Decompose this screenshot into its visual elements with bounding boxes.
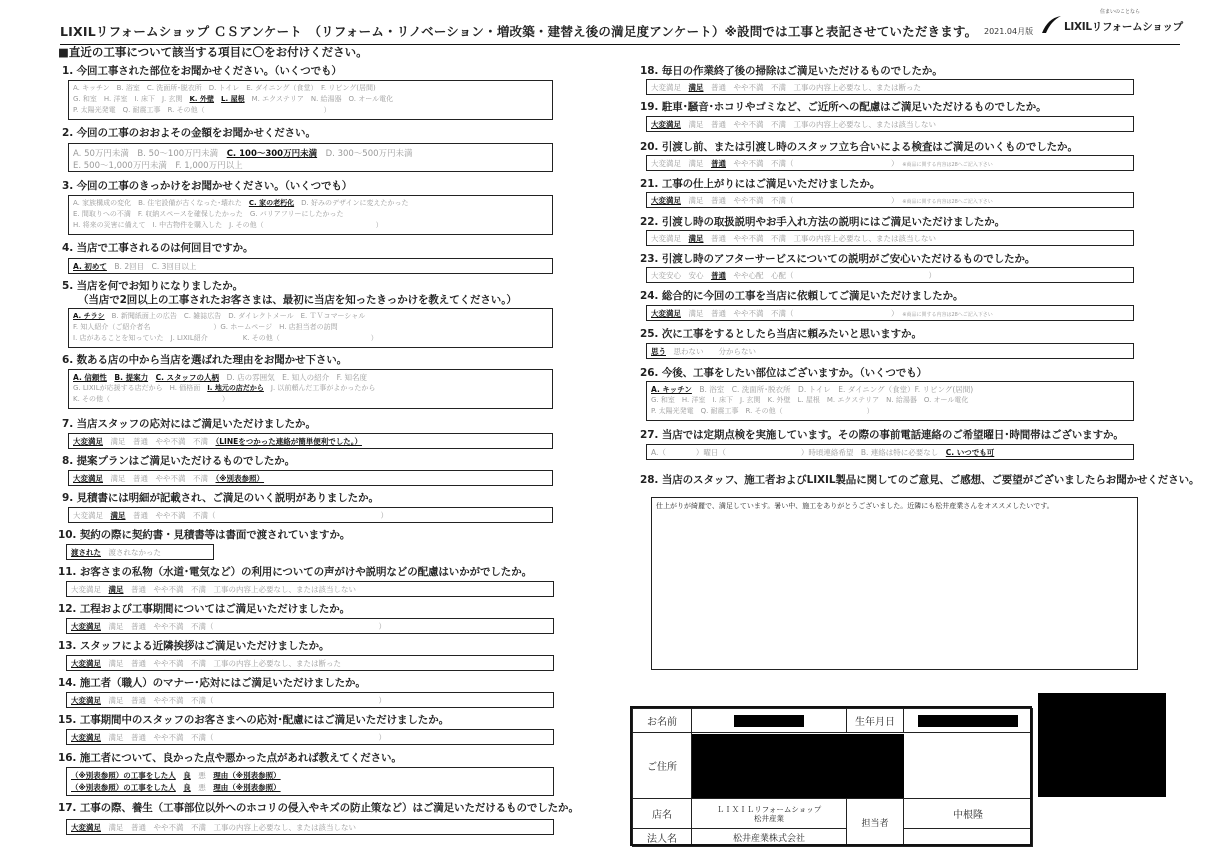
answer-box[interactable] <box>646 230 1134 246</box>
question-8 <box>62 453 562 489</box>
question-title: 6. 数ある店の中から当店を選ばれた理由をお聞かせ下さい。 <box>62 354 348 366</box>
option-text: 大変満足 満足 <box>651 159 704 168</box>
answer-box[interactable] <box>646 444 1134 460</box>
answer-box[interactable] <box>68 369 553 409</box>
name-label: お名前 <box>633 709 692 733</box>
birth-label: 生年月日 <box>847 709 904 733</box>
option-line <box>651 233 936 244</box>
name-value[interactable] <box>692 709 847 733</box>
option-line: E. 間取りへの不満 F. 収納スペースを確保したかった G. バリアフリーにしたかった <box>73 210 344 218</box>
option-line <box>71 770 281 781</box>
staff-value: 中根隆 <box>904 799 1033 829</box>
address-label: ご住所 <box>633 733 692 799</box>
selected-option: 渡された <box>71 548 101 557</box>
selected-option: B. 提案力 <box>114 373 149 382</box>
answer-box[interactable] <box>646 343 1134 359</box>
option-line <box>71 658 341 669</box>
question-23 <box>640 251 1140 287</box>
question-title: 21. 工事の仕上がりにはご満足いただけましたか。 <box>640 178 881 190</box>
answer-box[interactable] <box>68 80 553 120</box>
shop-label: 店名 <box>633 799 692 829</box>
option-line: P. 太陽光発電 Q. 耐震工事 R. その他（ ） <box>651 407 874 415</box>
answer-box[interactable] <box>68 143 553 172</box>
answer-box[interactable] <box>646 192 1134 208</box>
address-value[interactable] <box>692 733 1033 799</box>
option-text: 満足 普通 やや不満 不満（ ） <box>108 622 386 631</box>
answer-box[interactable] <box>646 116 1134 132</box>
question-title: 13. スタッフによる近隣挨拶はご満足いただけましたか。 <box>58 640 330 652</box>
selected-option: 思う <box>651 347 666 356</box>
answer-box[interactable] <box>66 819 554 835</box>
answer-note: ※商品に関する内容は28へご記入下さい <box>902 199 993 205</box>
version-label: 2021.04月版 <box>984 27 1034 36</box>
option-text: 満足 普通 やや不満 不満（ ） <box>688 196 895 205</box>
option-text: 思わない 分からない <box>673 347 756 356</box>
question-title: 1. 今回工事された部位をお聞かせください。（いくつでも） <box>62 65 342 77</box>
option-text: J. 以前頼んだ工事がよかったから <box>270 384 376 392</box>
question-18 <box>640 63 1140 99</box>
corp-label: 法人名 <box>633 829 692 847</box>
option-text: G. LIXILが応援する店だから H. 価格面 <box>73 384 201 392</box>
question-12 <box>58 601 568 637</box>
question-15 <box>58 712 568 748</box>
option-text: 大変安心 安心 <box>651 271 704 280</box>
option-text: やや心配 心配（ ） <box>733 271 936 280</box>
answer-box[interactable] <box>66 618 554 634</box>
selected-option: 満足 <box>108 585 124 594</box>
option-text: 普通 やや不満 不満（ ） <box>133 511 388 520</box>
option-line: E. 500～1,000万円未満 F. 1,000万円以上 <box>73 161 243 171</box>
question-17 <box>58 800 628 838</box>
section-title: ■直近の工事について該当する項目に〇をお付けください。 <box>58 45 368 59</box>
selected-option: 大変満足 <box>71 622 101 631</box>
question-title: 17. 工事の際、養生（工事部位以外へのホコリの侵入やキズの防止策など）はご満足いただけるものでしたか。 <box>58 802 579 814</box>
selected-option: 普通 <box>711 159 726 168</box>
redaction-block <box>734 715 804 727</box>
question-title: 7. 当店スタッフの応対にはご満足いただけましたか。 <box>62 418 316 430</box>
option-text: 満足 普通 やや不満 不満 工事の内容上必要なし、または該当しない <box>688 120 936 129</box>
question-28 <box>640 472 1225 492</box>
selected-option: 大変満足 <box>71 659 101 668</box>
selected-option: 良 <box>183 783 191 792</box>
question-5 <box>62 278 562 350</box>
option-line: P. 太陽光発電 Q. 耐震工事 R. その他（ ） <box>73 106 331 114</box>
option-text: A. 50万円未満 B. 50～100万円未満 <box>73 149 219 159</box>
question-10 <box>58 527 562 563</box>
question-title: 20. 引渡し前、または引渡し時のスタッフ立ち合いによる検査はご満足のいくものでしたか。 <box>640 141 1078 153</box>
option-line <box>73 198 408 208</box>
selected-option: 満足 <box>110 511 126 520</box>
option-text: やや不満 不満（ ） <box>733 159 895 168</box>
answer-box[interactable] <box>66 729 554 745</box>
question-title: 22. 引渡し時の取扱説明やお手入れ方法の説明にはご満足いただけましたか。 <box>640 216 1006 228</box>
question-title: 25. 次に工事をするとしたら当店に頼みたいと思いますか。 <box>640 328 922 340</box>
question-title: 9. 見積書には明細が記載され、ご満足のいく説明がありましたか。 <box>62 492 379 504</box>
option-line <box>71 584 356 595</box>
question-3 <box>62 178 562 238</box>
option-text: A.（ ）曜日（ ）時頃連絡希望 B. 連絡は特に必要なし <box>651 448 939 457</box>
corp-value: 松井産業株式会社 <box>692 829 847 847</box>
question-subtitle: （当店で2回以上の工事されたお客さまは、最初に当店を知ったきっかけを教えてください。） <box>78 294 517 306</box>
answer-box[interactable] <box>646 305 1134 321</box>
selected-option: 大変満足 <box>71 696 101 705</box>
option-text: 満足 普通 やや不満 不満（ ） <box>688 309 895 318</box>
question-title: 10. 契約の際に契約書・見積書等は書面で渡されていますか。 <box>58 529 351 541</box>
option-line <box>651 119 936 130</box>
question-13 <box>58 638 568 674</box>
selected-option: C. 家の老朽化 <box>248 199 295 207</box>
selected-option: A. キッチン <box>651 385 692 394</box>
answer-box[interactable] <box>66 692 554 708</box>
option-text: 満足 普通 やや不満 不満 工事の内容上必要なし、または断った <box>108 659 341 668</box>
staff-label: 担当者 <box>847 799 904 847</box>
option-text: 満足 普通 やや不満 不満（ ） <box>108 696 386 705</box>
option-text: B. 浴室 C. 洗面所･脱衣所 D. トイレ E. ダイニング（食堂）F. リビング(居間) <box>699 385 974 394</box>
selected-option: C. いつでも可 <box>945 448 995 457</box>
answer-box[interactable] <box>646 79 1134 95</box>
question-title: 8. 提案プランはご満足いただけるものでしたか。 <box>62 455 296 467</box>
option-line <box>651 384 973 395</box>
selected-option: A. 初めて <box>73 262 107 271</box>
answer-note: （LINEをつかった連絡が簡単便利でした。） <box>215 437 362 446</box>
selected-option: A. チラシ <box>73 312 105 320</box>
option-text: 大変満足 <box>651 234 681 243</box>
question-title: 19. 駐車･騒音･ホコリやゴミなど、ご近所への配慮はご満足いただけるものでしたか。 <box>640 101 1047 113</box>
question-24 <box>640 288 1140 324</box>
selected-option: 大変満足 <box>71 733 101 742</box>
answer-box[interactable] <box>646 381 1134 421</box>
selected-option: K. 外壁 <box>189 95 215 103</box>
answer-box[interactable] <box>68 433 553 449</box>
survey-header <box>60 22 1180 45</box>
option-line <box>73 372 367 383</box>
question-title: 27. 当店では定期点検を実施しています。その際の事前電話連絡のご希望曜日･時間帯はございますか。 <box>640 429 1124 441</box>
option-line <box>73 473 264 484</box>
question-title: 11. お客さまの私物（水道･電気など）の利用についての声がけや説明などの配慮はいかがでしたか。 <box>58 566 532 578</box>
redaction-block <box>1038 693 1166 797</box>
option-text: 満足 普通 やや不満 不満 <box>110 437 208 446</box>
question-4 <box>62 240 562 276</box>
option-line <box>651 82 921 93</box>
question-title: 28. 当店のスタッフ、施工者およびLIXIL製品に関してのご意見、ご感想、ご要望がございましたらお聞かせください。 <box>640 474 1200 486</box>
question-19 <box>640 99 1140 135</box>
question-title: 23. 引渡し時のアフターサービスについての説明がご安心いただけるものでしたか。 <box>640 253 1036 265</box>
option-line <box>73 383 375 393</box>
answer-note: ※商品に関する内容は28へご記入下さい <box>902 162 993 168</box>
answer-box[interactable] <box>646 267 1134 283</box>
answer-note: （※別表参照） <box>215 474 265 483</box>
option-line <box>73 261 196 272</box>
answer-note: 理由（※別表参照） <box>213 771 281 780</box>
answer-note: 理由（※別表参照） <box>213 783 281 792</box>
shop-name-line: 松井産業 <box>754 813 784 823</box>
option-line: A. キッチン B. 浴室 C. 洗面所･脱衣所 D. トイレ E. ダイニング（食堂） F. リビング(居間) <box>73 84 376 92</box>
option-text: 大変満足 <box>71 585 101 594</box>
option-line <box>71 695 386 706</box>
question-title: 12. 工程および工事期間についてはご満足いただけましたか。 <box>58 603 351 615</box>
option-line <box>651 270 936 281</box>
question-title: 15. 工事期間中のスタッフのお客さまへの応対･配慮にはご満足いただけましたか。 <box>58 714 450 726</box>
option-text: 大変満足 <box>651 83 681 92</box>
selected-option: C. スタッフの人柄 <box>155 373 220 382</box>
option-text: A. 家族構成の変化 B. 住宅設備が古くなった･壊れた <box>73 199 242 207</box>
answer-box[interactable] <box>68 195 553 235</box>
option-line <box>651 158 993 169</box>
customer-info-table <box>632 708 1033 847</box>
question-11 <box>58 564 568 600</box>
option-text: 悪 <box>198 783 206 792</box>
staff-value-blank <box>904 829 1033 847</box>
question-22 <box>640 214 1140 250</box>
question-9 <box>62 490 562 526</box>
option-text: B. 新聞紙面上の広告 C. 雑誌広告 D. ダイレクトメール E. ＴＶコマーシャル <box>111 312 366 320</box>
option-text: 満足 普通 やや不満 不満 <box>110 474 208 483</box>
option-text: 大変満足 <box>73 511 103 520</box>
question-26 <box>640 365 1140 423</box>
option-line: I. 店があることを知っていた J. LIXIL紹介 K. その他（ ） <box>73 334 378 342</box>
option-text: D. 300～500万円未満 <box>325 149 413 159</box>
option-text: 満足 普通 やや不満 不満 工事の内容上必要なし、または該当しない <box>108 823 356 832</box>
redaction-block <box>918 715 1018 727</box>
selected-option: 大変満足 <box>651 309 681 318</box>
question-14 <box>58 675 568 711</box>
option-line <box>71 547 161 558</box>
selected-option: A. 信頼性 <box>73 373 107 382</box>
question-2 <box>62 125 562 175</box>
answer-box[interactable] <box>68 258 553 274</box>
option-text: B. 2回目 C. 3回目以上 <box>114 262 197 271</box>
shop-value <box>692 799 847 829</box>
option-line <box>651 195 993 206</box>
question-7 <box>62 416 562 452</box>
question-title: 24. 総合的に今回の工事を当店に依頼してご満足いただけましたか。 <box>640 290 964 302</box>
survey-title: LIXILリフォームショップ ＣＳアンケート （リフォーム・リノベーション・増改築・建替え後の満足度アンケート）※設問では工事と表記させていただきます。 <box>60 24 978 39</box>
option-text: 渡されなかった <box>108 548 161 557</box>
option-line <box>651 346 756 357</box>
option-text: 普通 やや不満 不満 工事の内容上必要なし、または該当しない <box>711 234 936 243</box>
option-line: F. 知人紹介（ご紹介者名 ）G. ホームページ H. 店担当者の訪問 <box>73 323 338 331</box>
question-21 <box>640 176 1140 212</box>
option-text: 普通 やや不満 不満 工事の内容上必要なし、または断った <box>711 83 921 92</box>
question-title: 18. 毎日の作業終了後の掃除はご満足いただけるものでしたか。 <box>640 65 943 77</box>
selected-option: C. 100～300万円未満 <box>226 149 318 159</box>
answer-note: （※別表参照）の工事をした人 <box>71 783 176 792</box>
lixil-logo <box>1040 8 1190 38</box>
answer-box[interactable] <box>66 544 214 560</box>
option-line <box>73 311 365 321</box>
option-line <box>73 436 362 447</box>
option-text: 悪 <box>198 771 206 780</box>
question-25 <box>640 326 1140 362</box>
selected-option: 普通 <box>711 271 726 280</box>
answer-box[interactable] <box>646 155 1134 171</box>
answer-box[interactable] <box>68 308 553 348</box>
question-title: 16. 施工者について、良かった点や悪かった点があれば教えてください。 <box>58 752 402 764</box>
question-16 <box>58 750 568 798</box>
redaction-block <box>692 734 904 798</box>
option-line <box>651 308 993 319</box>
selected-option: 大変満足 <box>651 120 681 129</box>
option-text: M. エクステリア N. 給湯器 O. オール電化 <box>251 95 394 103</box>
question-27 <box>640 427 1200 463</box>
selected-option: 満足 <box>688 234 704 243</box>
logo-swoosh-icon <box>1040 14 1062 34</box>
selected-option: 大変満足 <box>651 196 681 205</box>
question-title: 5. 当店を何でお知りになりましたか。 <box>62 280 244 292</box>
option-line <box>651 447 994 458</box>
answer-box[interactable] <box>66 581 554 597</box>
question-6 <box>62 352 562 412</box>
question-title: 14. 施工者（職人）のマナー･応対にはご満足いただけましたか。 <box>58 677 366 689</box>
birth-value[interactable] <box>904 709 1033 733</box>
answer-box[interactable] <box>66 655 554 671</box>
selected-option: 良 <box>183 771 191 780</box>
option-line: K. その他（ ） <box>73 395 230 403</box>
option-text: 普通 やや不満 不満 工事の内容上必要なし、または該当しない <box>131 585 356 594</box>
option-line <box>73 510 388 521</box>
option-line <box>71 732 386 743</box>
selected-option: I. 地元の店だから <box>207 384 264 392</box>
option-line <box>73 147 413 159</box>
option-text: G. 和室 H. 洋室 I. 床下 J. 玄関 <box>73 95 183 103</box>
selected-option: 大変満足 <box>73 474 103 483</box>
option-line <box>71 621 386 632</box>
selected-option: 満足 <box>688 83 704 92</box>
selected-option: L. 屋根 <box>221 95 245 103</box>
question-20 <box>640 139 1140 175</box>
question-title: 2. 今回の工事のおおよその金額をお聞かせください。 <box>62 127 316 139</box>
question-title: 3. 今回の工事のきっかけをお聞かせください。（いくつでも） <box>62 180 353 192</box>
answer-box[interactable] <box>68 470 553 486</box>
question-title: 4. 当店で工事されるのは何回目ですか。 <box>62 242 254 254</box>
answer-note: ※商品に関する内容は28へご記入下さい <box>902 312 993 318</box>
logo-wordmark: LIXILリフォームショップ <box>1064 21 1183 33</box>
option-text: D. 好みのデザインに変えたかった <box>301 199 409 207</box>
answer-box[interactable] <box>68 507 553 523</box>
option-line <box>71 782 281 793</box>
answer-box[interactable] <box>66 767 554 796</box>
option-line <box>73 94 393 104</box>
option-text: D. 店の雰囲気 E. 知人の紹介 F. 知名度 <box>226 373 367 382</box>
option-line: H. 将来の災害に備えて I. 中古物件を購入した J. その他（ ） <box>73 221 383 229</box>
logo-tagline: 住まいのことなら <box>1100 9 1141 15</box>
question-title: 26. 今後、工事をしたい部位はございますか。（いくつでも） <box>640 367 928 379</box>
option-line <box>71 822 356 833</box>
answer-note: （※別表参照）の工事をした人 <box>71 771 176 780</box>
option-line: G. 和室 H. 洋室 I. 床下 J. 玄関 K. 外壁 L. 屋根 M. エクステリア N. 給湯器 O. オール電化 <box>651 396 969 404</box>
selected-option: 大変満足 <box>71 823 101 832</box>
selected-option: 大変満足 <box>73 437 103 446</box>
shop-name-line: ＬＩＸＩＬリフォームショップ <box>716 804 822 814</box>
question-1 <box>62 63 562 123</box>
option-text: 満足 普通 やや不満 不満（ ） <box>108 733 386 742</box>
comment-textarea[interactable]: 仕上がりが綺麗で、満足しています。暑い中、施工をありがとうございました。近隣にも松井産業さんをオススメしたいです。 <box>651 497 1138 670</box>
